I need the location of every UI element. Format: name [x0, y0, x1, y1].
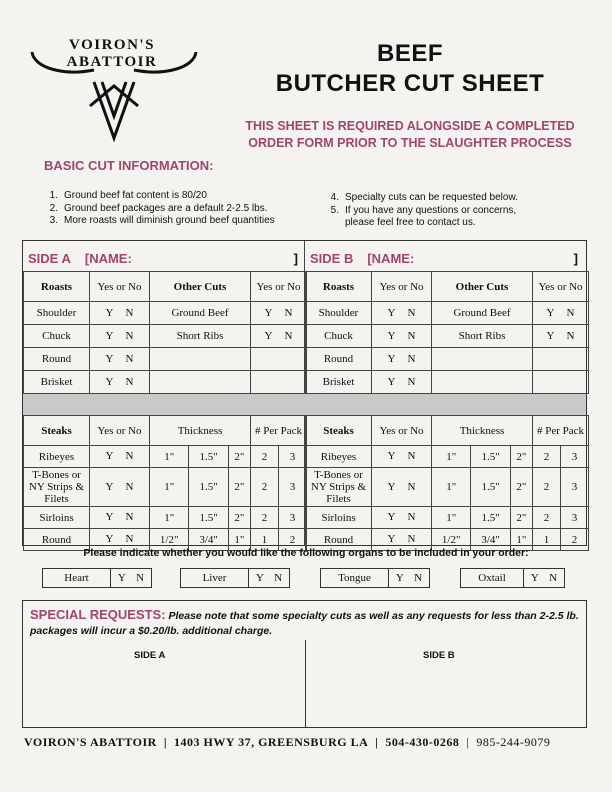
side-b-label: SIDE B [310, 250, 354, 266]
per-pack-option[interactable]: 2 [533, 468, 561, 507]
thickness-option[interactable]: 2" [510, 507, 532, 529]
table-row [306, 325, 589, 348]
side-b-name-label: [NAME: [367, 250, 415, 266]
roast-name: Round [24, 348, 90, 371]
thickness-option[interactable]: 1.5" [189, 507, 228, 529]
steak-name: Sirloins [306, 507, 372, 529]
no-option[interactable]: N [407, 329, 416, 342]
col-yes-no: Yes or No [90, 416, 150, 446]
no-option[interactable]: N [407, 480, 416, 493]
steak-name: Sirloins [24, 507, 90, 529]
roast-name: Shoulder [24, 302, 90, 325]
table-row [24, 348, 307, 371]
organ-liver[interactable]: Liver Y N [180, 568, 290, 588]
special-side-a-field[interactable] [24, 662, 304, 726]
thickness-option[interactable]: 1/2" [150, 529, 189, 551]
thickness-option[interactable]: 2" [510, 468, 532, 507]
per-pack-option[interactable]: 2 [251, 446, 279, 468]
col-yes-no: Yes or No [90, 272, 150, 302]
table-row [24, 468, 307, 507]
yes-option[interactable]: Y [546, 329, 555, 342]
yes-option[interactable]: Y [264, 329, 273, 342]
yes-no-cell[interactable] [90, 302, 150, 325]
table-row [24, 325, 307, 348]
notice-line-1: THIS SHEET IS REQUIRED ALONGSIDE A COMPLETED [245, 119, 575, 133]
roast-name: Round [306, 348, 372, 371]
yes-no-cell[interactable] [533, 302, 589, 325]
no-option[interactable]: N [125, 533, 134, 545]
yes-option[interactable]: Y [387, 511, 396, 523]
yes-no-cell[interactable] [372, 325, 432, 348]
yes-no-cell[interactable] [372, 302, 432, 325]
yes-option[interactable]: Y [387, 329, 396, 342]
side-a-name-label: [NAME: [84, 250, 132, 266]
yes-option[interactable]: Y [105, 480, 114, 493]
footer-sep: | [466, 735, 470, 749]
col-yes-no: Yes or No [533, 272, 589, 302]
yes-no-cell[interactable] [90, 468, 150, 507]
per-pack-option[interactable]: 3 [561, 507, 589, 529]
col-steaks: Steaks [24, 416, 90, 446]
col-steaks: Steaks [306, 416, 372, 446]
no-option[interactable]: N [125, 511, 134, 523]
col-per-pack: # Per Pack [533, 416, 589, 446]
empty-cell [251, 348, 307, 371]
thickness-option[interactable]: 2" [228, 446, 250, 468]
notice-line-2: ORDER FORM PRIOR TO THE SLAUGHTER PROCESS [248, 136, 572, 150]
footer-phone-1: 504-430-0268 [385, 735, 460, 749]
col-roasts: Roasts [24, 272, 90, 302]
no-option[interactable]: N [407, 375, 416, 388]
special-requests-note: Please note that some specialty cuts as well as any requests for less than 2-2.5 lb. packages will incur a $0.20/lb. additional charge. [30, 610, 579, 637]
separator-band [23, 393, 586, 415]
yes-no-cell[interactable] [90, 507, 150, 529]
col-thickness: Thickness [150, 416, 251, 446]
yes-no-cell[interactable] [251, 325, 307, 348]
yes-no-cell[interactable] [251, 302, 307, 325]
empty-cell [533, 371, 589, 394]
col-yes-no: Yes or No [372, 416, 432, 446]
table-header-row [306, 416, 589, 446]
col-yes-no: Yes or No [372, 272, 432, 302]
list-item: please feel free to contact us. [345, 217, 476, 228]
side-b-steaks-table [305, 415, 589, 551]
no-option[interactable]: N [407, 352, 416, 365]
footer-sep: | [163, 735, 168, 749]
side-a-bracket: ] [293, 250, 298, 266]
side-a-header [28, 246, 298, 270]
yes-no-cell[interactable] [90, 371, 150, 394]
no-option[interactable]: N [566, 329, 575, 342]
empty-cell [150, 371, 251, 394]
side-a-name-field[interactable] [132, 250, 294, 266]
col-roasts: Roasts [306, 272, 372, 302]
special-side-b-label: SIDE B [423, 650, 455, 661]
per-pack-option[interactable]: 3 [561, 468, 589, 507]
yes-option[interactable]: Y [105, 511, 114, 523]
yes-option[interactable]: Y [546, 306, 555, 319]
organ-heart[interactable]: Heart Y N [42, 568, 152, 588]
empty-cell [432, 371, 533, 394]
yes-no-cell[interactable] [90, 446, 150, 468]
no-option[interactable]: N [125, 352, 134, 365]
side-a-label: SIDE A [28, 250, 71, 266]
table-row [306, 348, 589, 371]
steak-name: T-Bones or NY Strips & Filets [306, 468, 372, 507]
thickness-option[interactable]: 2" [228, 468, 250, 507]
footer-sep: | [375, 735, 379, 749]
yes-no-cell[interactable] [90, 325, 150, 348]
thickness-option[interactable]: 1" [432, 446, 471, 468]
yes-option[interactable]: Y [387, 352, 396, 365]
special-side-b-field[interactable] [307, 662, 585, 726]
basic-info-heading: BASIC CUT INFORMATION: [44, 158, 214, 173]
special-divider [305, 640, 306, 727]
thickness-option[interactable]: 1.5" [471, 468, 510, 507]
yes-no-cell[interactable] [372, 446, 432, 468]
no-option[interactable]: N [125, 375, 134, 388]
roast-name: Brisket [306, 371, 372, 394]
table-row [306, 446, 589, 468]
table-row [306, 371, 589, 394]
table-row [24, 371, 307, 394]
organs-instruction: Please indicate whether you would like the following organs to be included in your order: [83, 547, 529, 559]
per-pack-option[interactable]: 1 [251, 529, 279, 551]
side-a-steaks-table [23, 415, 307, 551]
other-cut-name: Ground Beef [150, 302, 251, 325]
per-pack-option[interactable]: 3 [279, 468, 307, 507]
yes-option[interactable]: Y [105, 352, 114, 365]
table-row [24, 446, 307, 468]
list-item: 2. Ground beef packages are a default 2-2.5 lbs. [49, 202, 268, 214]
thickness-option[interactable]: 1.5" [471, 446, 510, 468]
table-row [24, 302, 307, 325]
yes-option[interactable]: Y [387, 450, 396, 462]
steak-name: Ribeyes [306, 446, 372, 468]
col-thickness: Thickness [432, 416, 533, 446]
table-header-row [306, 272, 589, 302]
footer-address: 1403 HWY 37, GREENSBURG LA [174, 735, 369, 749]
side-b-roasts-table [305, 271, 589, 394]
list-item: 4. Specialty cuts can be requested below. [330, 192, 518, 203]
thickness-option[interactable]: 1/2" [432, 529, 471, 551]
roast-name: Chuck [306, 325, 372, 348]
footer [24, 735, 594, 750]
thickness-option[interactable]: 2" [228, 507, 250, 529]
side-b-header [310, 246, 578, 270]
table-row [306, 302, 589, 325]
thickness-option[interactable]: 1" [150, 468, 189, 507]
roast-name: Chuck [24, 325, 90, 348]
yes-option[interactable]: Y [387, 375, 396, 388]
yes-option[interactable]: Y [387, 533, 396, 545]
no-option[interactable]: N [125, 450, 134, 462]
no-option[interactable]: N [125, 329, 134, 342]
steak-name: Ribeyes [24, 446, 90, 468]
longhorn-logo-icon [24, 46, 204, 146]
yes-no-cell[interactable] [372, 507, 432, 529]
per-pack-option[interactable]: 2 [533, 446, 561, 468]
yes-option[interactable]: Y [105, 329, 114, 342]
steak-name: Round [24, 529, 90, 551]
per-pack-option[interactable]: 2 [533, 507, 561, 529]
basic-info-list-left [42, 190, 275, 228]
per-pack-option[interactable]: 3 [279, 507, 307, 529]
steak-name: Round [306, 529, 372, 551]
thickness-option[interactable]: 1.5" [471, 507, 510, 529]
special-requests-text [30, 607, 580, 639]
yes-no-cell[interactable] [372, 348, 432, 371]
yes-option[interactable]: Y [387, 480, 396, 493]
other-cut-name: Short Ribs [150, 325, 251, 348]
table-row [306, 468, 589, 507]
thickness-option[interactable]: 2" [510, 446, 532, 468]
side-a-roasts-table [23, 271, 307, 394]
yes-option[interactable]: Y [264, 306, 273, 319]
logo-name: VOIRON'S ABATTOIR [66, 37, 158, 70]
list-item: 1. Ground beef fat content is 80/20 [49, 190, 207, 201]
table-row [24, 507, 307, 529]
table-header-row [24, 416, 307, 446]
per-pack-option[interactable]: 3 [561, 446, 589, 468]
table-row [306, 507, 589, 529]
list-item: 5. If you have any questions or concerns, [330, 204, 517, 216]
per-pack-option[interactable]: 2 [251, 507, 279, 529]
per-pack-option[interactable]: 3 [279, 446, 307, 468]
empty-cell [251, 371, 307, 394]
no-option[interactable]: N [284, 306, 293, 319]
roast-name: Shoulder [306, 302, 372, 325]
title-cut-sheet: BUTCHER CUT SHEET [275, 70, 545, 97]
thickness-option[interactable]: 3/4" [471, 529, 510, 551]
special-requests-title: SPECIAL REQUESTS: [30, 607, 166, 622]
no-option[interactable]: N [125, 480, 134, 493]
thickness-option[interactable]: 1" [432, 468, 471, 507]
yes-option[interactable]: Y [105, 450, 114, 462]
per-pack-option[interactable]: 2 [251, 468, 279, 507]
title-beef: BEEF [376, 40, 443, 67]
no-option[interactable]: N [407, 511, 416, 523]
col-other-cuts: Other Cuts [432, 272, 533, 302]
list-item: 3. More roasts will diminish ground beef quantities [49, 215, 275, 226]
empty-cell [150, 348, 251, 371]
yes-option[interactable]: Y [387, 306, 396, 319]
no-option[interactable]: N [566, 306, 575, 319]
per-pack-option[interactable]: 2 [279, 529, 307, 551]
thickness-option[interactable]: 1" [432, 507, 471, 529]
other-cut-name: Short Ribs [432, 325, 533, 348]
yes-option[interactable]: Y [105, 533, 114, 545]
side-b-name-field[interactable] [414, 250, 573, 266]
roast-name: Brisket [24, 371, 90, 394]
col-other-cuts: Other Cuts [150, 272, 251, 302]
organ-tongue[interactable]: Tongue Y N [320, 568, 430, 588]
no-option[interactable]: N [125, 306, 134, 319]
no-option[interactable]: N [407, 306, 416, 319]
table-header-row [24, 272, 307, 302]
yes-no-cell[interactable] [372, 468, 432, 507]
empty-cell [432, 348, 533, 371]
thickness-option[interactable]: 3/4" [189, 529, 228, 551]
per-pack-option[interactable]: 1 [533, 529, 561, 551]
yes-option[interactable]: Y [105, 375, 114, 388]
col-yes-no: Yes or No [251, 272, 307, 302]
other-cut-name: Ground Beef [432, 302, 533, 325]
footer-name: VOIRON'S ABATTOIR [24, 735, 157, 749]
yes-option[interactable]: Y [105, 306, 114, 319]
steak-name: T-Bones or NY Strips & Filets [24, 468, 90, 507]
thickness-option[interactable]: 1" [228, 529, 250, 551]
col-per-pack: # Per Pack [251, 416, 307, 446]
organ-oxtail[interactable]: Oxtail Y N [460, 568, 565, 588]
yes-no-cell[interactable] [90, 348, 150, 371]
per-pack-option[interactable]: 2 [561, 529, 589, 551]
no-option[interactable]: N [407, 533, 416, 545]
thickness-option[interactable]: 1.5" [189, 468, 228, 507]
no-option[interactable]: N [407, 450, 416, 462]
empty-cell [533, 348, 589, 371]
special-side-a-label: SIDE A [134, 650, 166, 661]
yes-no-cell[interactable] [533, 325, 589, 348]
yes-no-cell[interactable] [372, 371, 432, 394]
no-option[interactable]: N [284, 329, 293, 342]
side-b-bracket: ] [573, 250, 578, 266]
thickness-option[interactable]: 1" [150, 507, 189, 529]
thickness-option[interactable]: 1.5" [189, 446, 228, 468]
thickness-option[interactable]: 1" [150, 446, 189, 468]
basic-info-list-right [323, 192, 518, 230]
thickness-option[interactable]: 1" [510, 529, 532, 551]
footer-phone-2: 985-244-9079 [476, 735, 551, 749]
